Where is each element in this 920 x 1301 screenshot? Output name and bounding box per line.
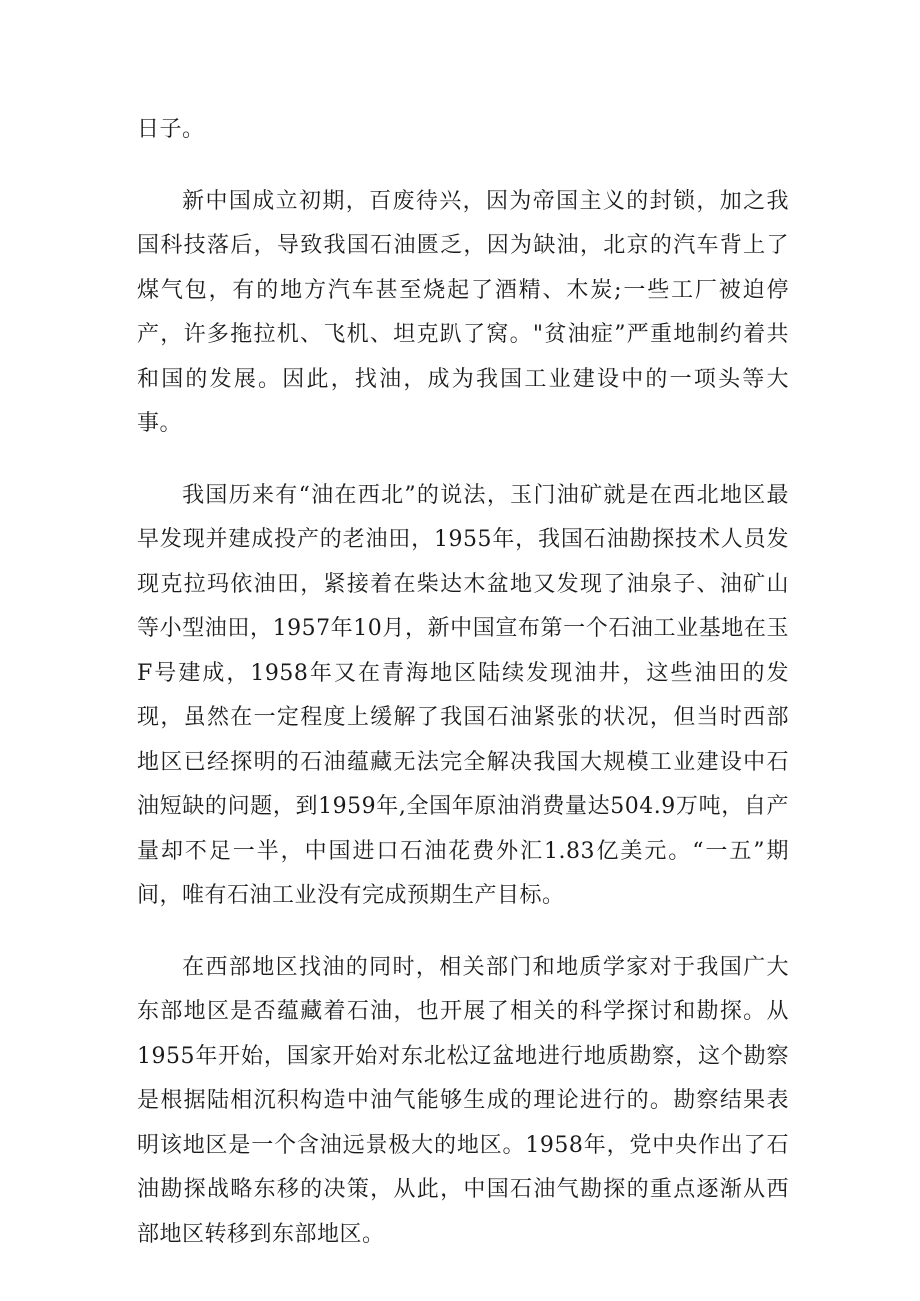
- paragraph-oil-shortage: 新中国成立初期，百废待兴，因为帝国主义的封锁，加之我国科技落后，导致我国石油匮乏，因为缺油，北京的汽车背上了煤气包，有的地方汽车甚至烧起了酒精、木炭;一些工厂被迫停产，许多拖拉机、飞机、坦克趴了窝。"贫油症”严重地制约着共和国的发展。因此，找油，成为我国工业建设中的一项头等大事。: [137, 188, 789, 436]
- paragraph-eastward-shift: 在西部地区找油的同时，相关部门和地质学家对于我国广大东部地区是否蕴藏着石油，也开展了相关的科学探讨和勘探。从1955年开始，国家开始对东北松辽盆地进行地质勘察，这个勘察是根据陆相沉积构造中油气能够生成的理论进行的。勘察结果表明该地区是一个含油远景极大的地区。1958年，党中央作出了石油勘探战略东移的决策，从此，中国石油气勘探的重点逐渐从西部地区转移到东部地区。: [137, 954, 789, 1247]
- paragraph-western-oilfields: 我国历来有“油在西北”的说法，玉门油矿就是在西北地区最早发现并建成投产的老油田，1955年，我国石油勘探技术人员发现克拉玛依油田，紧接着在柴达木盆地又发现了油泉子、油矿山等小型油田，1957年10月，新中国宣布第一个石油工业基地在玉F号建成，1958年又在青海地区陆续发现油井，这些油田的发现，虽然在一定程度上缓解了我国石油紧张的状况，但当时西部地区已经探明的石油蕴藏无法完全解决我国大规模工业建设中石油短缺的问题，到1959年,全国年原油消费量达504.9万吨，自产量却不足一半，中国进口石油花费外汇1.83亿美元。“一五”期间，唯有石油工业没有完成预期生产目标。: [137, 482, 789, 908]
- paragraph-continuation: 日子。: [137, 117, 205, 142]
- document-body: [137, 108, 789, 1284]
